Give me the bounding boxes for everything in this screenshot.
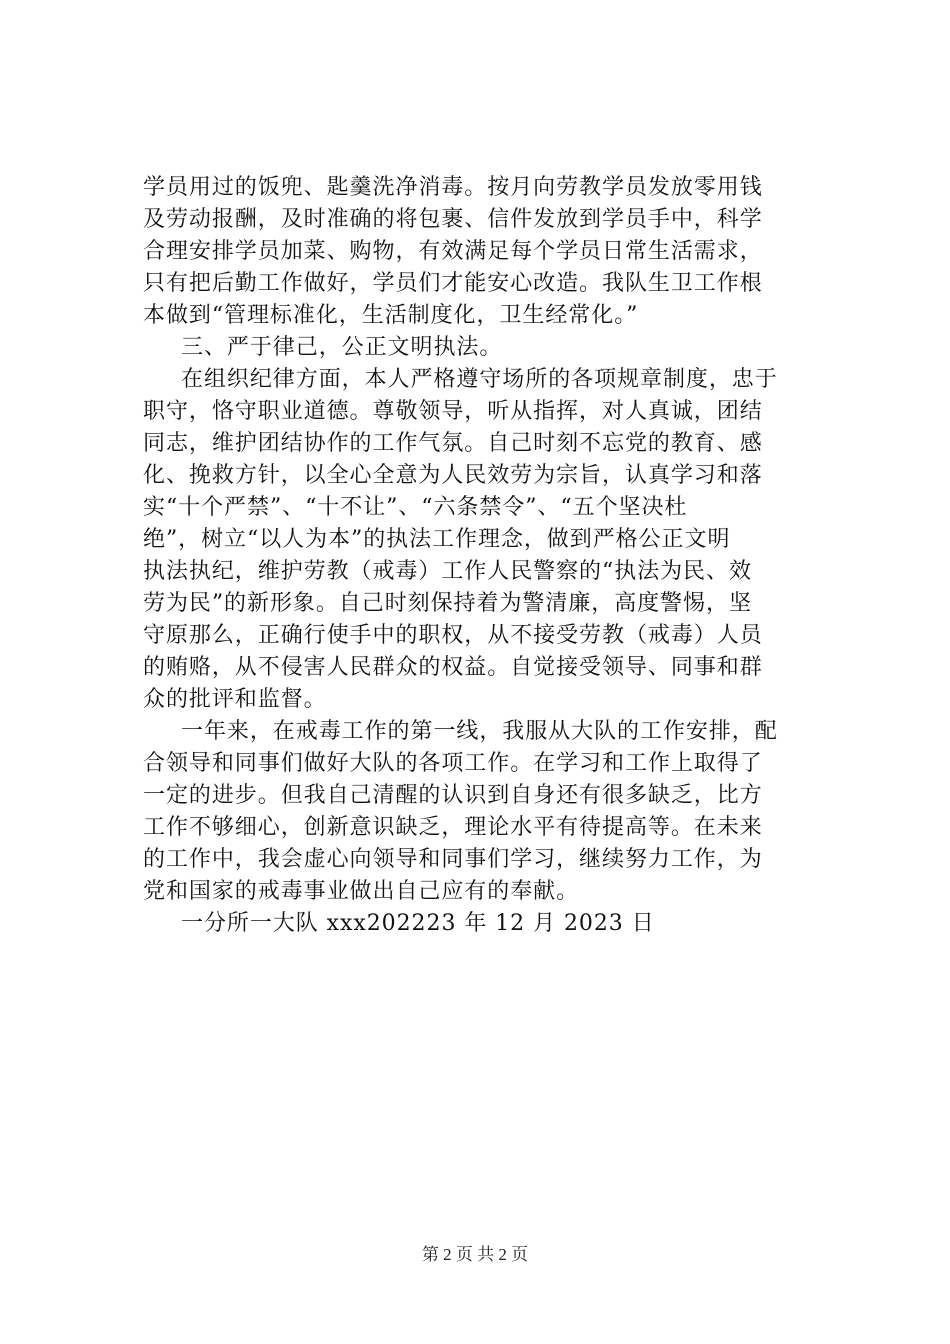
text-line: 在组织纪律方面，本人严格遵守场所的各项规章制度，忠于 bbox=[181, 367, 778, 392]
text-line: 化、挽救方针，以全心全意为人民效劳为宗旨，认真学习和落 bbox=[143, 463, 763, 488]
text-line: 实“十个严禁”、“十不让”、“六条禁令”、“五个坚决杜 bbox=[143, 495, 688, 520]
text-line: 劳为民”的新形象。自己时刻保持着为警清廉，高度警惕，坚 bbox=[143, 591, 752, 616]
text-line: 执法执纪，维护劳教（戒毒）工作人民警察的“执法为民、效 bbox=[143, 559, 752, 584]
text-line: 的工作中，我会虚心向领导和同事们学习，继续努力工作，为 bbox=[143, 847, 763, 872]
text-line: 及劳动报酬，及时准确的将包裹、信件发放到学员手中，科学 bbox=[143, 207, 763, 232]
text-line: 众的批评和监督。 bbox=[143, 687, 327, 712]
text-line: 守原那么，正确行使手中的职权，从不接受劳教（戒毒）人员 bbox=[143, 623, 763, 648]
text-line: 一定的进步。但我自己清醒的认识到自身还有很多缺乏，比方 bbox=[143, 783, 763, 808]
text-line: 的贿赂，从不侵害人民群众的权益。自觉接受领导、同事和群 bbox=[143, 655, 763, 680]
text-line: 本做到“管理标准化，生活制度化，卫生经常化。” bbox=[143, 303, 639, 328]
text-line: 合领导和同事们做好大队的各项工作。在学习和工作上取得了 bbox=[143, 751, 763, 776]
text-line: 职守，恪守职业道德。尊敬领导，听从指挥，对人真诚，团结 bbox=[143, 399, 763, 424]
text-line: 三、严于律己，公正文明执法。 bbox=[181, 335, 503, 360]
text-line: 只有把后勤工作做好，学员们才能安心改造。我队生卫工作根 bbox=[143, 271, 763, 296]
text-line: 学员用过的饭兜、匙羹洗净消毒。按月向劳教学员发放零用钱 bbox=[143, 175, 763, 200]
text-line: 同志，维护团结协作的工作气氛。自己时刻不忘党的教育、感 bbox=[143, 431, 763, 456]
document-body bbox=[143, 172, 808, 940]
text-line: 工作不够细心，创新意识缺乏，理论水平有待提高等。在未来 bbox=[143, 815, 763, 840]
text-line: 一分所一大队 xxx202223 年 12 月 2023 日 bbox=[181, 911, 655, 936]
text-line: 党和国家的戒毒事业做出自己应有的奉献。 bbox=[143, 879, 580, 904]
page-footer: 第 2 页 共 2 页 bbox=[421, 1245, 529, 1264]
text-line: 一年来，在戒毒工作的第一线，我服从大队的工作安排，配 bbox=[181, 719, 778, 744]
text-line: 合理安排学员加菜、购物，有效满足每个学员日常生活需求， bbox=[143, 239, 763, 264]
text-line: 绝”，树立“以人为本”的执法工作理念，做到严格公正文明 bbox=[143, 527, 731, 552]
